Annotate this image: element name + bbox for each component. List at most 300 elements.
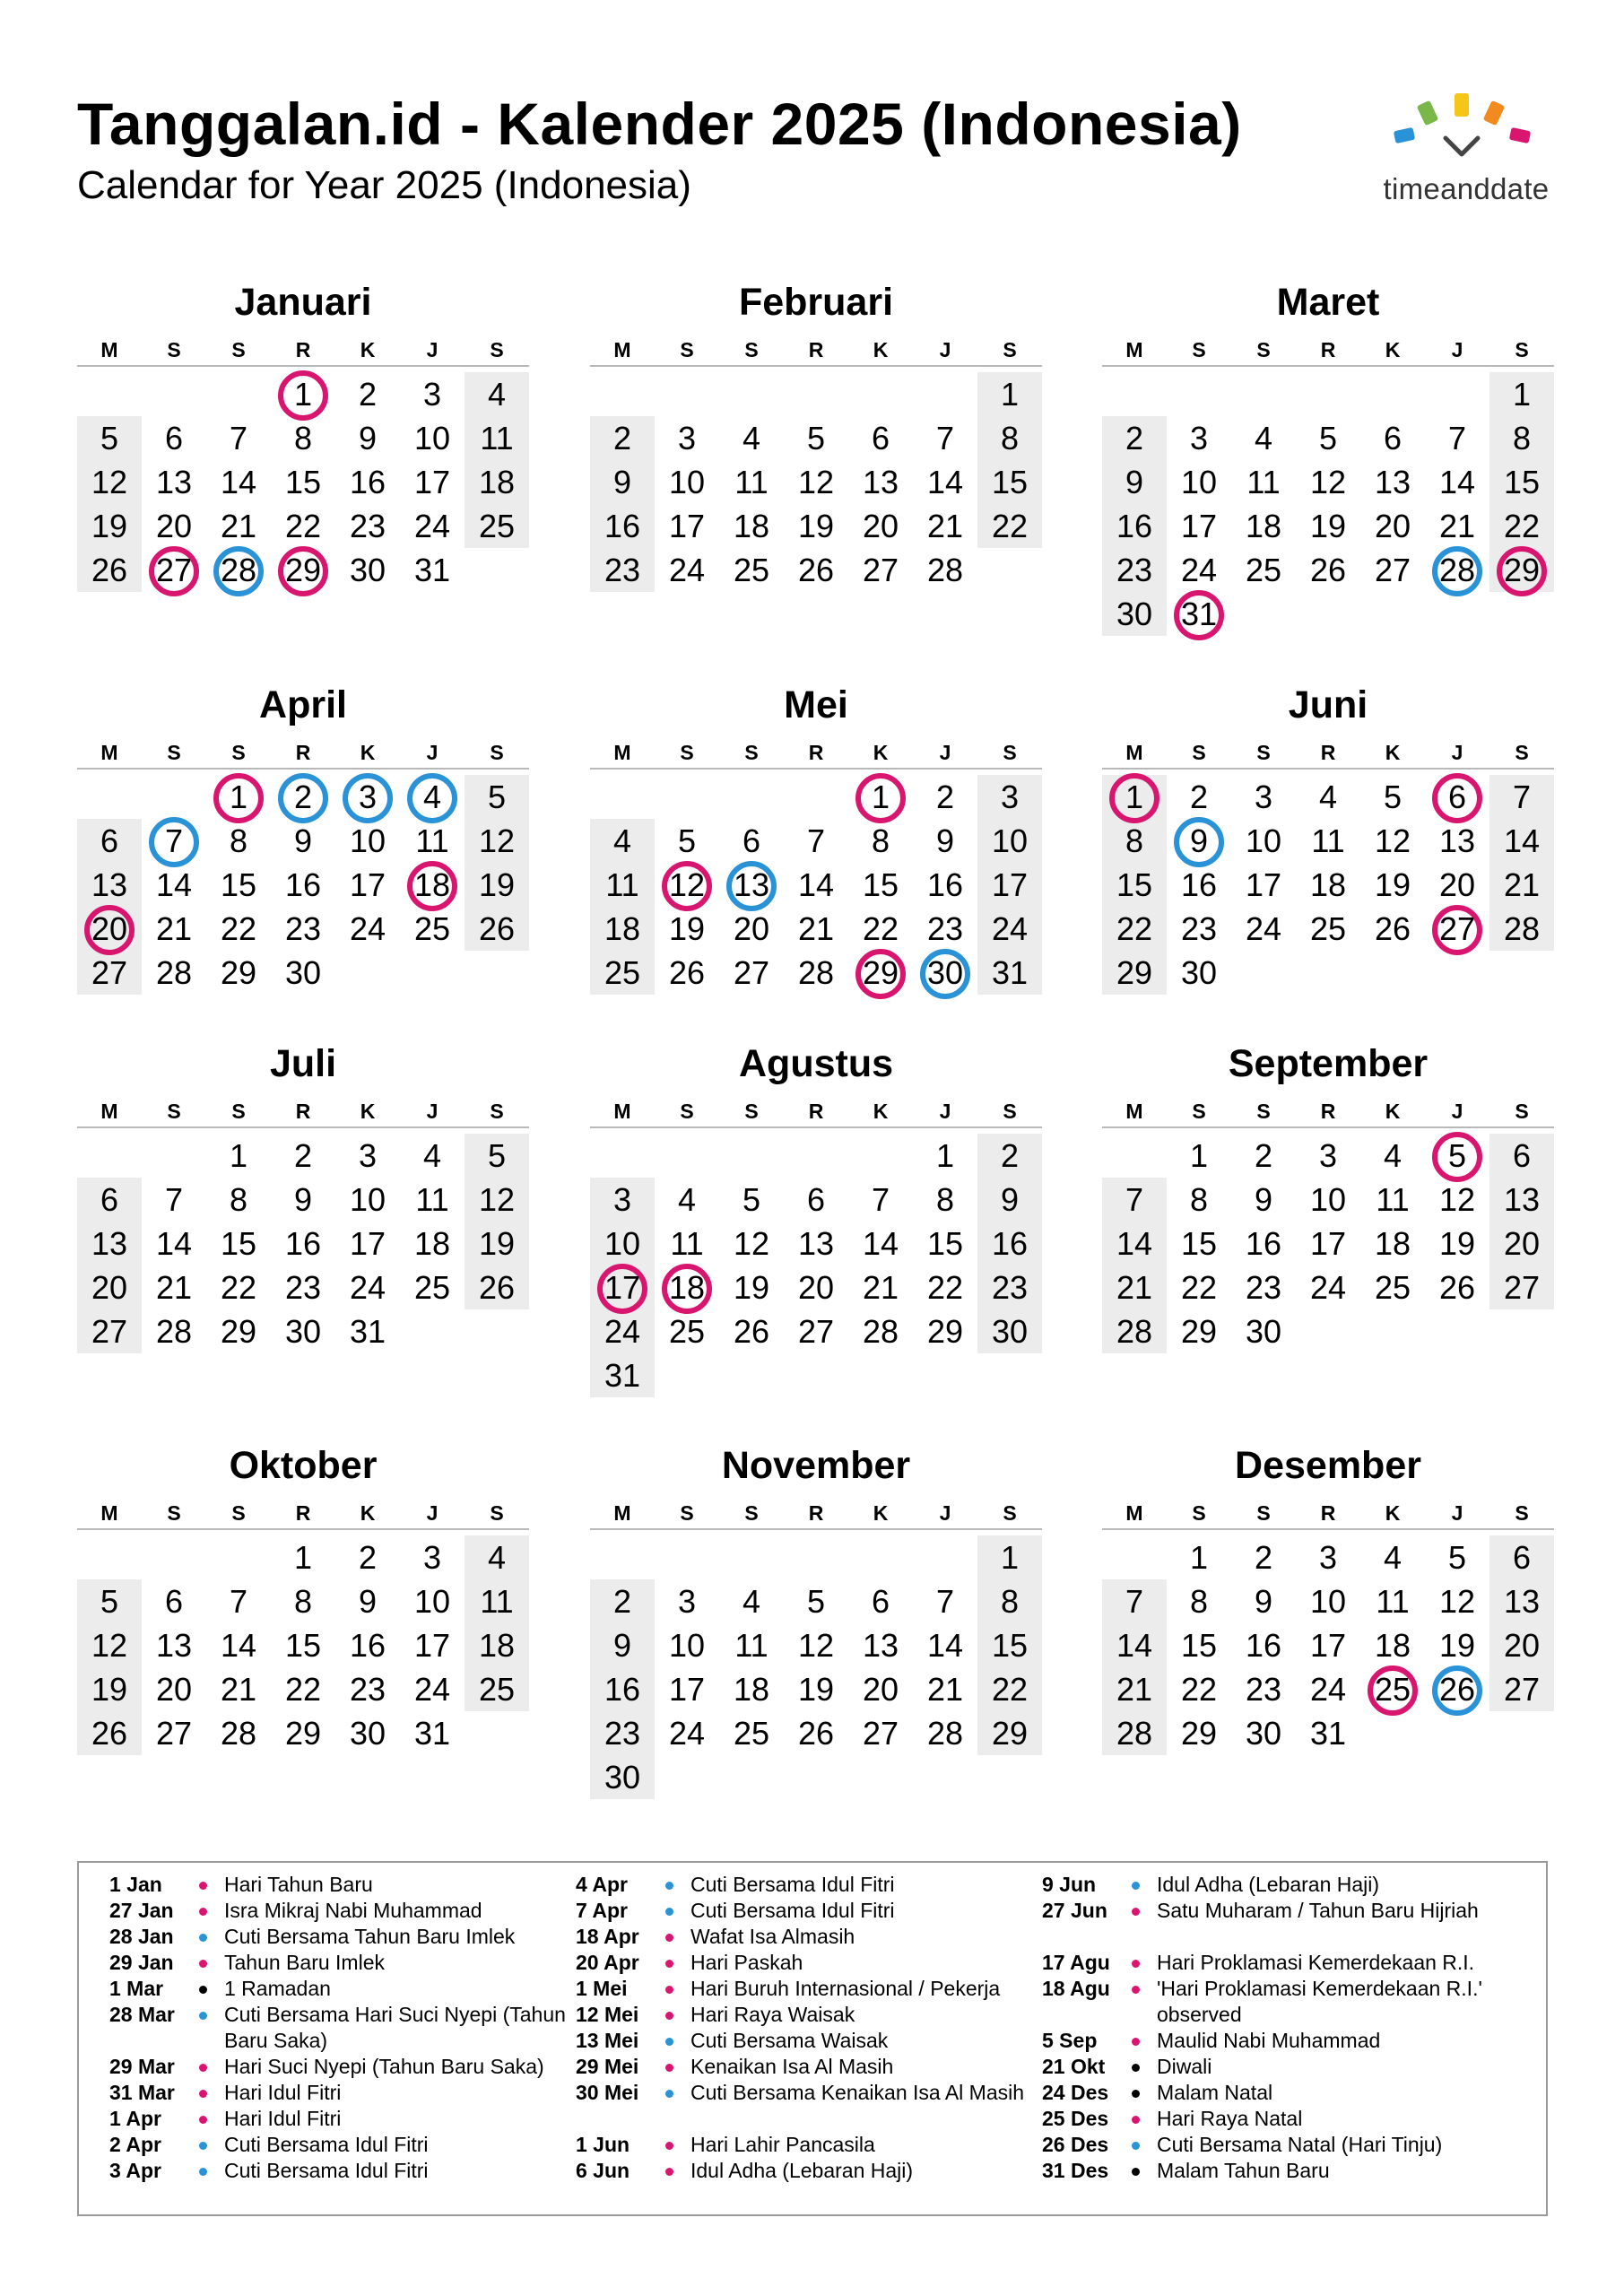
day-cell[interactable]: 7 — [1125, 1181, 1144, 1218]
day-cell[interactable]: 17 — [1309, 1627, 1347, 1664]
day-cell[interactable]: 20 — [91, 1269, 128, 1306]
day-cell[interactable]: 4 — [487, 376, 507, 413]
day-cell[interactable]: 12 — [91, 1627, 128, 1664]
day-cell[interactable]: 30 — [284, 954, 322, 991]
day-cell[interactable]: 14 — [1116, 1627, 1153, 1664]
day-cell[interactable]: 15 — [1180, 1225, 1218, 1262]
day-cell[interactable]: 23 — [1245, 1671, 1282, 1708]
day-cell[interactable]: 10 — [349, 822, 386, 859]
day-cell[interactable]: 21 — [797, 910, 835, 947]
day-cell[interactable]: 10 — [1309, 1583, 1347, 1620]
day-cell[interactable]: 23 — [284, 910, 322, 947]
day-cell[interactable]: 3 — [358, 1137, 378, 1174]
day-cell[interactable]: 6 — [1447, 778, 1467, 815]
day-cell[interactable]: 28 — [220, 1715, 257, 1752]
day-cell[interactable]: 9 — [358, 420, 378, 457]
day-cell[interactable]: 10 — [668, 1627, 706, 1664]
day-cell[interactable]: 18 — [733, 1671, 770, 1708]
day-cell[interactable]: 13 — [91, 866, 128, 903]
day-cell[interactable]: 4 — [422, 778, 442, 815]
day-cell[interactable]: 25 — [1309, 910, 1347, 947]
day-cell[interactable]: 31 — [1309, 1715, 1347, 1752]
day-cell[interactable]: 1 — [871, 778, 890, 815]
day-cell[interactable]: 17 — [604, 1269, 641, 1306]
day-cell[interactable]: 14 — [926, 464, 964, 500]
day-cell[interactable]: 13 — [155, 464, 193, 500]
day-cell[interactable]: 24 — [1309, 1671, 1347, 1708]
day-cell[interactable]: 25 — [478, 508, 516, 544]
day-cell[interactable]: 10 — [668, 464, 706, 500]
day-cell[interactable]: 30 — [1180, 954, 1218, 991]
day-cell[interactable]: 13 — [1503, 1181, 1541, 1218]
day-cell[interactable]: 1 — [1000, 376, 1020, 413]
day-cell[interactable]: 26 — [797, 1715, 835, 1752]
day-cell[interactable]: 11 — [1376, 1583, 1410, 1620]
day-cell[interactable]: 12 — [797, 464, 835, 500]
day-cell[interactable]: 12 — [478, 1181, 516, 1218]
day-cell[interactable]: 22 — [862, 910, 899, 947]
day-cell[interactable]: 29 — [220, 1313, 257, 1350]
day-cell[interactable]: 12 — [1438, 1181, 1476, 1218]
day-cell[interactable]: 10 — [1309, 1181, 1347, 1218]
day-cell[interactable]: 25 — [478, 1671, 516, 1708]
day-cell[interactable]: 15 — [862, 866, 899, 903]
day-cell[interactable]: 18 — [478, 1627, 516, 1664]
day-cell[interactable]: 17 — [349, 1225, 386, 1262]
day-cell[interactable]: 18 — [413, 1225, 451, 1262]
day-cell[interactable]: 16 — [1245, 1225, 1282, 1262]
day-cell[interactable]: 3 — [422, 1539, 442, 1576]
day-cell[interactable]: 23 — [991, 1269, 1029, 1306]
day-cell[interactable]: 16 — [991, 1225, 1029, 1262]
day-cell[interactable]: 18 — [1374, 1225, 1411, 1262]
day-cell[interactable]: 7 — [935, 420, 955, 457]
day-cell[interactable]: 3 — [1189, 420, 1209, 457]
day-cell[interactable]: 14 — [220, 1627, 257, 1664]
day-cell[interactable]: 15 — [284, 464, 322, 500]
day-cell[interactable]: 29 — [1180, 1313, 1218, 1350]
day-cell[interactable]: 12 — [1438, 1583, 1476, 1620]
day-cell[interactable]: 4 — [1318, 778, 1338, 815]
day-cell[interactable]: 5 — [1318, 420, 1338, 457]
day-cell[interactable]: 20 — [155, 508, 193, 544]
day-cell[interactable]: 11 — [734, 464, 769, 500]
day-cell[interactable]: 5 — [742, 1181, 761, 1218]
day-cell[interactable]: 13 — [1503, 1583, 1541, 1620]
day-cell[interactable]: 19 — [668, 910, 706, 947]
day-cell[interactable]: 15 — [220, 1225, 257, 1262]
day-cell[interactable]: 2 — [1189, 778, 1209, 815]
day-cell[interactable]: 27 — [1503, 1671, 1541, 1708]
day-cell[interactable]: 5 — [487, 778, 507, 815]
day-cell[interactable]: 12 — [668, 866, 706, 903]
day-cell[interactable]: 11 — [1246, 464, 1281, 500]
day-cell[interactable]: 10 — [413, 1583, 451, 1620]
day-cell[interactable]: 2 — [1254, 1137, 1273, 1174]
day-cell[interactable]: 12 — [797, 1627, 835, 1664]
day-cell[interactable]: 1 — [1512, 376, 1532, 413]
day-cell[interactable]: 6 — [164, 420, 184, 457]
day-cell[interactable]: 28 — [862, 1313, 899, 1350]
day-cell[interactable]: 30 — [284, 1313, 322, 1350]
day-cell[interactable]: 22 — [1503, 508, 1541, 544]
day-cell[interactable]: 13 — [733, 866, 770, 903]
day-cell[interactable]: 1 — [229, 1137, 248, 1174]
day-cell[interactable]: 14 — [1503, 822, 1541, 859]
day-cell[interactable]: 26 — [478, 1269, 516, 1306]
day-cell[interactable]: 1 — [1189, 1539, 1209, 1576]
day-cell[interactable]: 18 — [478, 464, 516, 500]
day-cell[interactable]: 2 — [293, 778, 313, 815]
day-cell[interactable]: 16 — [604, 508, 641, 544]
day-cell[interactable]: 6 — [1512, 1539, 1532, 1576]
day-cell[interactable]: 24 — [1180, 552, 1218, 588]
day-cell[interactable]: 1 — [1189, 1137, 1209, 1174]
day-cell[interactable]: 7 — [1125, 1583, 1144, 1620]
day-cell[interactable]: 11 — [1311, 822, 1345, 859]
day-cell[interactable]: 2 — [358, 1539, 378, 1576]
day-cell[interactable]: 27 — [155, 1715, 193, 1752]
day-cell[interactable]: 7 — [1447, 420, 1467, 457]
day-cell[interactable]: 19 — [1438, 1225, 1476, 1262]
day-cell[interactable]: 19 — [1438, 1627, 1476, 1664]
day-cell[interactable]: 27 — [797, 1313, 835, 1350]
day-cell[interactable]: 19 — [733, 1269, 770, 1306]
day-cell[interactable]: 26 — [1438, 1671, 1476, 1708]
day-cell[interactable]: 17 — [413, 464, 451, 500]
day-cell[interactable]: 15 — [991, 464, 1029, 500]
day-cell[interactable]: 10 — [1180, 464, 1218, 500]
day-cell[interactable]: 6 — [1383, 420, 1403, 457]
day-cell[interactable]: 25 — [733, 1715, 770, 1752]
day-cell[interactable]: 10 — [413, 420, 451, 457]
day-cell[interactable]: 6 — [100, 822, 119, 859]
day-cell[interactable]: 27 — [862, 1715, 899, 1752]
day-cell[interactable]: 16 — [349, 1627, 386, 1664]
day-cell[interactable]: 5 — [1447, 1137, 1467, 1174]
day-cell[interactable]: 7 — [806, 822, 826, 859]
day-cell[interactable]: 28 — [1438, 552, 1476, 588]
day-cell[interactable]: 1 — [935, 1137, 955, 1174]
day-cell[interactable]: 19 — [478, 1225, 516, 1262]
day-cell[interactable]: 3 — [612, 1181, 632, 1218]
day-cell[interactable]: 8 — [1189, 1181, 1209, 1218]
day-cell[interactable]: 8 — [293, 1583, 313, 1620]
day-cell[interactable]: 20 — [1503, 1225, 1541, 1262]
day-cell[interactable]: 10 — [991, 822, 1029, 859]
day-cell[interactable]: 5 — [806, 420, 826, 457]
day-cell[interactable]: 14 — [1438, 464, 1476, 500]
day-cell[interactable]: 27 — [733, 954, 770, 991]
day-cell[interactable]: 4 — [742, 420, 761, 457]
day-cell[interactable]: 9 — [293, 1181, 313, 1218]
day-cell[interactable]: 15 — [926, 1225, 964, 1262]
day-cell[interactable]: 10 — [604, 1225, 641, 1262]
day-cell[interactable]: 24 — [668, 552, 706, 588]
day-cell[interactable]: 14 — [220, 464, 257, 500]
day-cell[interactable]: 3 — [1318, 1137, 1338, 1174]
day-cell[interactable]: 16 — [1245, 1627, 1282, 1664]
day-cell[interactable]: 28 — [1116, 1313, 1153, 1350]
day-cell[interactable]: 20 — [733, 910, 770, 947]
day-cell[interactable]: 4 — [422, 1137, 442, 1174]
day-cell[interactable]: 5 — [677, 822, 697, 859]
day-cell[interactable]: 7 — [229, 1583, 248, 1620]
day-cell[interactable]: 16 — [284, 1225, 322, 1262]
day-cell[interactable]: 17 — [1309, 1225, 1347, 1262]
day-cell[interactable]: 14 — [1116, 1225, 1153, 1262]
day-cell[interactable]: 7 — [229, 420, 248, 457]
day-cell[interactable]: 25 — [733, 552, 770, 588]
day-cell[interactable]: 4 — [677, 1181, 697, 1218]
day-cell[interactable]: 29 — [862, 954, 899, 991]
day-cell[interactable]: 22 — [220, 910, 257, 947]
day-cell[interactable]: 9 — [612, 464, 632, 500]
day-cell[interactable]: 26 — [1438, 1269, 1476, 1306]
day-cell[interactable]: 4 — [487, 1539, 507, 1576]
day-cell[interactable]: 25 — [1374, 1269, 1411, 1306]
day-cell[interactable]: 17 — [1180, 508, 1218, 544]
day-cell[interactable]: 24 — [1309, 1269, 1347, 1306]
day-cell[interactable]: 16 — [1180, 866, 1218, 903]
day-cell[interactable]: 24 — [413, 508, 451, 544]
day-cell[interactable]: 15 — [220, 866, 257, 903]
day-cell[interactable]: 18 — [1374, 1627, 1411, 1664]
day-cell[interactable]: 16 — [604, 1671, 641, 1708]
day-cell[interactable]: 24 — [413, 1671, 451, 1708]
day-cell[interactable]: 15 — [1503, 464, 1541, 500]
day-cell[interactable]: 8 — [229, 1181, 248, 1218]
day-cell[interactable]: 7 — [935, 1583, 955, 1620]
day-cell[interactable]: 11 — [605, 866, 639, 903]
day-cell[interactable]: 2 — [358, 376, 378, 413]
day-cell[interactable]: 20 — [155, 1671, 193, 1708]
day-cell[interactable]: 13 — [862, 1627, 899, 1664]
day-cell[interactable]: 9 — [935, 822, 955, 859]
day-cell[interactable]: 11 — [1376, 1181, 1410, 1218]
day-cell[interactable]: 23 — [1245, 1269, 1282, 1306]
day-cell[interactable]: 15 — [991, 1627, 1029, 1664]
day-cell[interactable]: 30 — [926, 954, 964, 991]
day-cell[interactable]: 14 — [155, 866, 193, 903]
day-cell[interactable]: 13 — [1374, 464, 1411, 500]
day-cell[interactable]: 20 — [1374, 508, 1411, 544]
day-cell[interactable]: 28 — [155, 954, 193, 991]
day-cell[interactable]: 26 — [733, 1313, 770, 1350]
day-cell[interactable]: 23 — [604, 552, 641, 588]
day-cell[interactable]: 3 — [1318, 1539, 1338, 1576]
day-cell[interactable]: 4 — [1383, 1539, 1403, 1576]
day-cell[interactable]: 1 — [1125, 778, 1144, 815]
day-cell[interactable]: 6 — [100, 1181, 119, 1218]
day-cell[interactable]: 22 — [926, 1269, 964, 1306]
day-cell[interactable]: 8 — [229, 822, 248, 859]
day-cell[interactable]: 2 — [612, 420, 632, 457]
day-cell[interactable]: 26 — [1309, 552, 1347, 588]
day-cell[interactable]: 16 — [926, 866, 964, 903]
day-cell[interactable]: 23 — [284, 1269, 322, 1306]
day-cell[interactable]: 2 — [935, 778, 955, 815]
day-cell[interactable]: 23 — [1116, 552, 1153, 588]
day-cell[interactable]: 2 — [293, 1137, 313, 1174]
day-cell[interactable]: 20 — [862, 1671, 899, 1708]
day-cell[interactable]: 10 — [1245, 822, 1282, 859]
day-cell[interactable]: 27 — [862, 552, 899, 588]
day-cell[interactable]: 25 — [413, 910, 451, 947]
day-cell[interactable]: 21 — [862, 1269, 899, 1306]
day-cell[interactable]: 22 — [991, 1671, 1029, 1708]
day-cell[interactable]: 1 — [293, 376, 313, 413]
day-cell[interactable]: 23 — [349, 508, 386, 544]
day-cell[interactable]: 17 — [349, 866, 386, 903]
day-cell[interactable]: 29 — [1116, 954, 1153, 991]
day-cell[interactable]: 19 — [1309, 508, 1347, 544]
day-cell[interactable]: 26 — [91, 552, 128, 588]
day-cell[interactable]: 11 — [480, 420, 514, 457]
day-cell[interactable]: 19 — [478, 866, 516, 903]
day-cell[interactable]: 6 — [871, 420, 890, 457]
day-cell[interactable]: 1 — [229, 778, 248, 815]
day-cell[interactable]: 3 — [1000, 778, 1020, 815]
day-cell[interactable]: 23 — [926, 910, 964, 947]
day-cell[interactable]: 17 — [668, 508, 706, 544]
day-cell[interactable]: 15 — [1116, 866, 1153, 903]
day-cell[interactable]: 6 — [742, 822, 761, 859]
day-cell[interactable]: 8 — [1125, 822, 1144, 859]
day-cell[interactable]: 14 — [862, 1225, 899, 1262]
day-cell[interactable]: 30 — [991, 1313, 1029, 1350]
day-cell[interactable]: 2 — [1000, 1137, 1020, 1174]
day-cell[interactable]: 30 — [604, 1759, 641, 1796]
day-cell[interactable]: 17 — [413, 1627, 451, 1664]
day-cell[interactable]: 12 — [1309, 464, 1347, 500]
day-cell[interactable]: 8 — [871, 822, 890, 859]
day-cell[interactable]: 11 — [415, 822, 449, 859]
day-cell[interactable]: 22 — [284, 1671, 322, 1708]
day-cell[interactable]: 23 — [1180, 910, 1218, 947]
day-cell[interactable]: 13 — [155, 1627, 193, 1664]
day-cell[interactable]: 27 — [1438, 910, 1476, 947]
day-cell[interactable]: 5 — [487, 1137, 507, 1174]
day-cell[interactable]: 28 — [797, 954, 835, 991]
day-cell[interactable]: 9 — [1254, 1583, 1273, 1620]
day-cell[interactable]: 31 — [1180, 596, 1218, 632]
day-cell[interactable]: 17 — [668, 1671, 706, 1708]
day-cell[interactable]: 3 — [677, 1583, 697, 1620]
day-cell[interactable]: 3 — [422, 376, 442, 413]
day-cell[interactable]: 22 — [220, 1269, 257, 1306]
day-cell[interactable]: 25 — [604, 954, 641, 991]
day-cell[interactable]: 27 — [1374, 552, 1411, 588]
day-cell[interactable]: 15 — [1180, 1627, 1218, 1664]
day-cell[interactable]: 16 — [1116, 508, 1153, 544]
day-cell[interactable]: 21 — [1116, 1269, 1153, 1306]
day-cell[interactable]: 21 — [926, 508, 964, 544]
day-cell[interactable]: 21 — [220, 1671, 257, 1708]
day-cell[interactable]: 8 — [1512, 420, 1532, 457]
day-cell[interactable]: 4 — [1254, 420, 1273, 457]
day-cell[interactable]: 16 — [349, 464, 386, 500]
day-cell[interactable]: 20 — [91, 910, 128, 947]
day-cell[interactable]: 24 — [991, 910, 1029, 947]
day-cell[interactable]: 3 — [358, 778, 378, 815]
day-cell[interactable]: 11 — [415, 1181, 449, 1218]
day-cell[interactable]: 29 — [284, 552, 322, 588]
day-cell[interactable]: 29 — [284, 1715, 322, 1752]
day-cell[interactable]: 8 — [1189, 1583, 1209, 1620]
day-cell[interactable]: 7 — [1512, 778, 1532, 815]
day-cell[interactable]: 5 — [1447, 1539, 1467, 1576]
day-cell[interactable]: 19 — [797, 1671, 835, 1708]
day-cell[interactable]: 17 — [1245, 866, 1282, 903]
day-cell[interactable]: 29 — [220, 954, 257, 991]
day-cell[interactable]: 14 — [797, 866, 835, 903]
day-cell[interactable]: 20 — [1503, 1627, 1541, 1664]
day-cell[interactable]: 20 — [797, 1269, 835, 1306]
day-cell[interactable]: 9 — [612, 1627, 632, 1664]
day-cell[interactable]: 28 — [1116, 1715, 1153, 1752]
day-cell[interactable]: 20 — [862, 508, 899, 544]
day-cell[interactable]: 11 — [670, 1225, 704, 1262]
day-cell[interactable]: 22 — [1180, 1671, 1218, 1708]
day-cell[interactable]: 18 — [413, 866, 451, 903]
day-cell[interactable]: 8 — [1000, 420, 1020, 457]
day-cell[interactable]: 29 — [1503, 552, 1541, 588]
day-cell[interactable]: 9 — [1000, 1181, 1020, 1218]
day-cell[interactable]: 23 — [604, 1715, 641, 1752]
day-cell[interactable]: 28 — [1503, 910, 1541, 947]
day-cell[interactable]: 6 — [806, 1181, 826, 1218]
day-cell[interactable]: 23 — [349, 1671, 386, 1708]
day-cell[interactable]: 22 — [1116, 910, 1153, 947]
day-cell[interactable]: 13 — [862, 464, 899, 500]
day-cell[interactable]: 24 — [668, 1715, 706, 1752]
day-cell[interactable]: 4 — [1383, 1137, 1403, 1174]
day-cell[interactable]: 1 — [1000, 1539, 1020, 1576]
day-cell[interactable]: 2 — [612, 1583, 632, 1620]
day-cell[interactable]: 21 — [155, 910, 193, 947]
day-cell[interactable]: 18 — [733, 508, 770, 544]
day-cell[interactable]: 28 — [926, 1715, 964, 1752]
day-cell[interactable]: 9 — [358, 1583, 378, 1620]
day-cell[interactable]: 21 — [1503, 866, 1541, 903]
day-cell[interactable]: 13 — [797, 1225, 835, 1262]
day-cell[interactable]: 12 — [478, 822, 516, 859]
day-cell[interactable]: 22 — [1180, 1269, 1218, 1306]
day-cell[interactable]: 14 — [155, 1225, 193, 1262]
day-cell[interactable]: 9 — [1254, 1181, 1273, 1218]
day-cell[interactable]: 22 — [284, 508, 322, 544]
day-cell[interactable]: 18 — [1245, 508, 1282, 544]
day-cell[interactable]: 19 — [797, 508, 835, 544]
day-cell[interactable]: 6 — [1512, 1137, 1532, 1174]
day-cell[interactable]: 17 — [991, 866, 1029, 903]
day-cell[interactable]: 24 — [349, 1269, 386, 1306]
day-cell[interactable]: 12 — [733, 1225, 770, 1262]
day-cell[interactable]: 18 — [1309, 866, 1347, 903]
day-cell[interactable]: 7 — [164, 1181, 184, 1218]
day-cell[interactable]: 9 — [293, 822, 313, 859]
day-cell[interactable]: 29 — [1180, 1715, 1218, 1752]
day-cell[interactable]: 25 — [1245, 552, 1282, 588]
day-cell[interactable]: 5 — [806, 1583, 826, 1620]
day-cell[interactable]: 22 — [991, 508, 1029, 544]
day-cell[interactable]: 26 — [797, 552, 835, 588]
day-cell[interactable]: 30 — [1245, 1715, 1282, 1752]
day-cell[interactable]: 19 — [91, 508, 128, 544]
day-cell[interactable]: 4 — [742, 1583, 761, 1620]
day-cell[interactable]: 19 — [91, 1671, 128, 1708]
